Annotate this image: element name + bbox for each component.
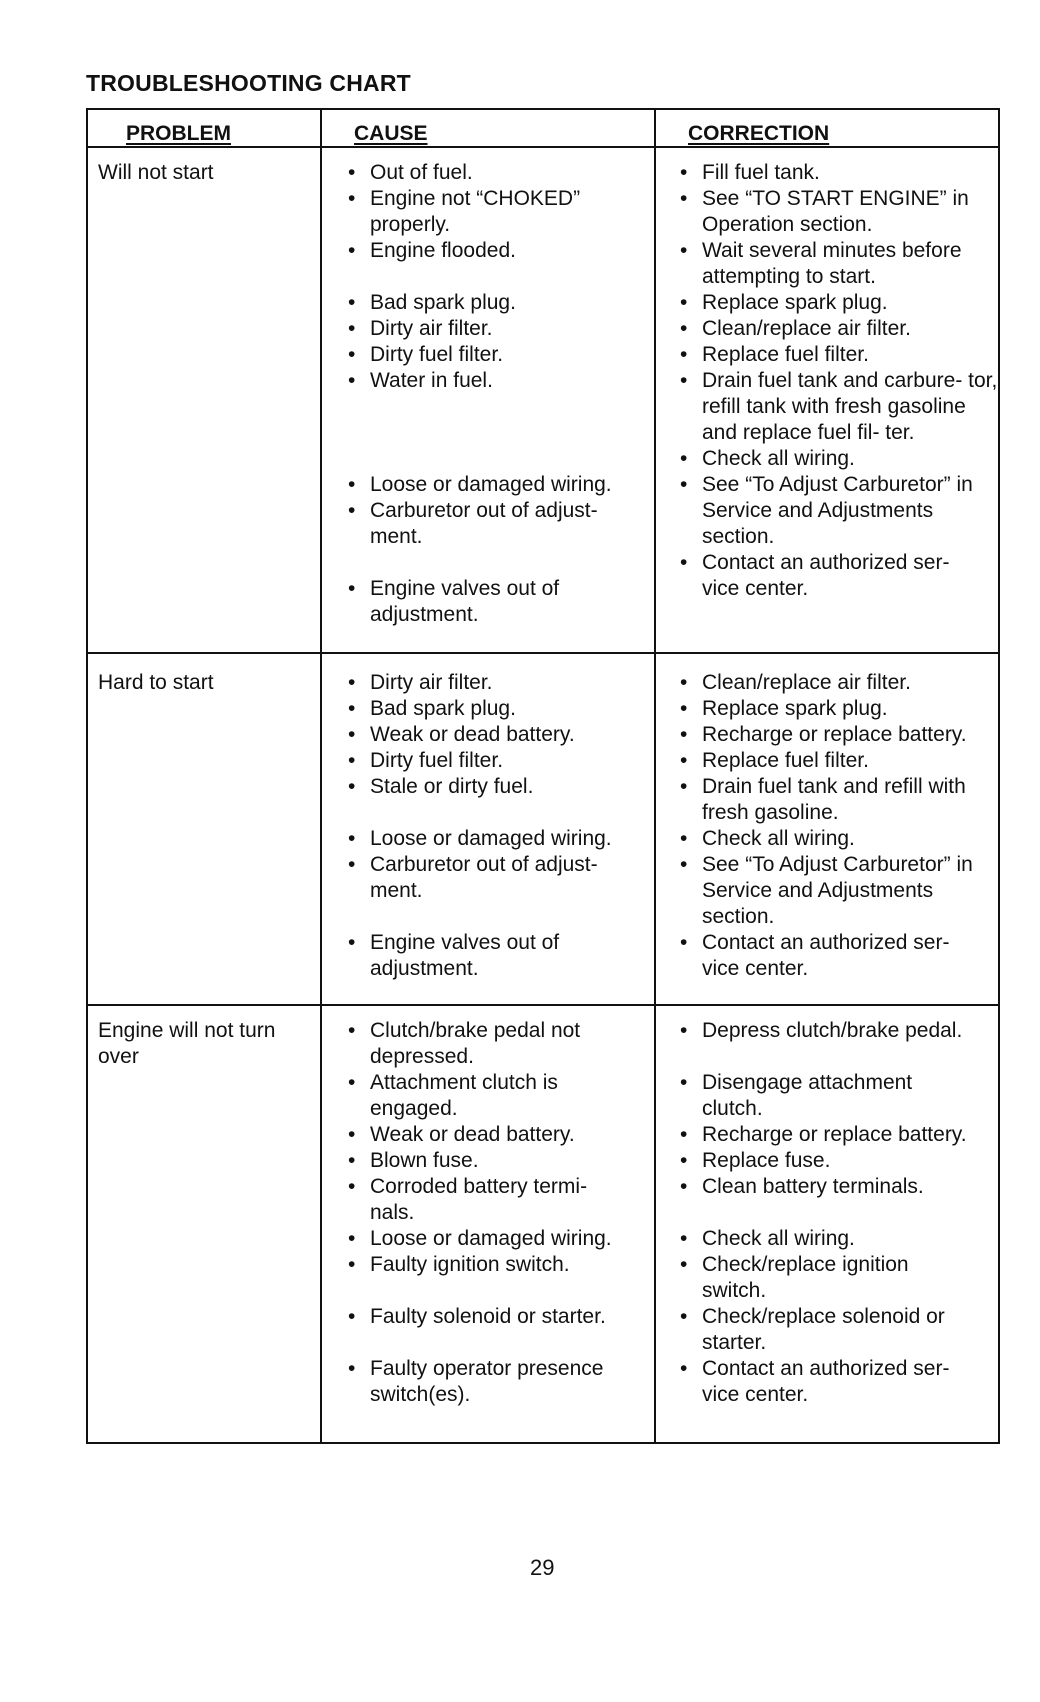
correction-item: • Clean battery terminals.: [668, 1174, 994, 1200]
problem-label: Engine will not turn over: [98, 1019, 276, 1068]
cause-item: • Carburetor out of adjust- ment.: [336, 852, 610, 904]
section-divider: [88, 1004, 998, 1006]
correction-item: • Check all wiring.: [668, 826, 994, 852]
cause-item: • Stale or dirty fuel.: [336, 774, 642, 800]
correction-item: • Replace spark plug.: [668, 696, 994, 722]
correction-item: • Contact an authorized ser- vice center.: [668, 550, 992, 602]
correction-item: • Recharge or replace battery.: [668, 1122, 994, 1148]
cause-item: • Engine not “CHOKED” properly.: [336, 186, 600, 238]
page-number: 29: [530, 1555, 555, 1580]
cause-item: • Clutch/brake pedal not depressed.: [336, 1018, 630, 1070]
cause-item: • Dirty air filter.: [336, 670, 642, 696]
section-divider: [88, 652, 998, 654]
correction-item: • See “To Adjust Carburetor” in Service and Adjustments section.: [668, 852, 1002, 930]
column-divider: [654, 110, 656, 1442]
header-divider: [88, 146, 998, 148]
header-correction: CORRECTION: [688, 122, 830, 145]
correction-item: • See “TO START ENGINE” in Operation section.: [668, 186, 994, 238]
correction-item: • See “To Adjust Carburetor” in Service and Adjustments section.: [668, 472, 1002, 550]
cause-item: • Out of fuel.: [336, 160, 642, 186]
correction-item: • Disengage attachment clutch.: [668, 1070, 962, 1122]
correction-item: • Drain fuel tank and carbure- tor, refill tank with fresh gasoline and replace fuel fil- ter.: [668, 368, 1002, 446]
correction-list: [668, 160, 998, 602]
chart-title: TROUBLESHOOTING CHART: [86, 70, 411, 96]
cause-item: • Engine valves out of adjustment.: [336, 930, 600, 982]
cause-list: [336, 160, 642, 628]
problem-label: Hard to start: [98, 671, 214, 694]
cause-item: • Faulty operator presence switch(es).: [336, 1356, 640, 1408]
correction-item: • Depress clutch/brake pedal.: [668, 1018, 994, 1044]
problem-label: Will not start: [98, 161, 214, 184]
cause-item: • Carburetor out of adjust- ment.: [336, 498, 610, 550]
cause-item: • Loose or damaged wiring.: [336, 826, 642, 852]
cause-item: • Weak or dead battery.: [336, 722, 642, 748]
correction-item: • Check/replace ignition switch.: [668, 1252, 962, 1304]
correction-item: • Check all wiring.: [668, 1226, 994, 1252]
correction-item: • Clean/replace air filter.: [668, 670, 994, 696]
correction-item: • Contact an authorized ser- vice center.: [668, 930, 992, 982]
correction-item: • Replace spark plug.: [668, 290, 994, 316]
cause-item: • Blown fuse.: [336, 1148, 642, 1174]
cause-item: • Corroded battery termi- nals.: [336, 1174, 630, 1226]
correction-item: • Wait several minutes before attempting to start.: [668, 238, 992, 290]
correction-list: [668, 670, 994, 982]
header-cause: CAUSE: [354, 122, 428, 145]
correction-item: • Replace fuel filter.: [668, 748, 994, 774]
correction-item: • Fill fuel tank.: [668, 160, 994, 186]
column-divider: [320, 110, 322, 1442]
cause-item: • Loose or damaged wiring.: [336, 472, 642, 498]
correction-list: [668, 1018, 994, 1408]
cause-list: [336, 670, 642, 982]
header-problem: PROBLEM: [126, 122, 231, 145]
correction-item: • Replace fuel filter.: [668, 342, 994, 368]
troubleshooting-table: [86, 108, 1000, 1444]
cause-item: • Dirty fuel filter.: [336, 342, 642, 368]
cause-item: • Faulty ignition switch.: [336, 1252, 642, 1278]
correction-item: • Contact an authorized ser- vice center.: [668, 1356, 992, 1408]
correction-item: • Check/replace solenoid or starter.: [668, 1304, 992, 1356]
correction-item: • Recharge or replace battery.: [668, 722, 994, 748]
cause-item: • Loose or damaged wiring.: [336, 1226, 642, 1252]
cause-list: [336, 1018, 642, 1408]
correction-item: • Replace fuse.: [668, 1148, 994, 1174]
cause-item: • Engine valves out of adjustment.: [336, 576, 600, 628]
cause-item: • Faulty solenoid or starter.: [336, 1304, 642, 1330]
cause-item: • Bad spark plug.: [336, 290, 642, 316]
cause-item: • Weak or dead battery.: [336, 1122, 642, 1148]
correction-item: • Clean/replace air filter.: [668, 316, 994, 342]
correction-item: • Drain fuel tank and refill with fresh gasoline.: [668, 774, 1012, 826]
correction-item: • Check all wiring.: [668, 446, 994, 472]
cause-item: • Engine flooded.: [336, 238, 642, 264]
cause-item: • Dirty air filter.: [336, 316, 642, 342]
cause-item: • Dirty fuel filter.: [336, 748, 642, 774]
cause-item: • Bad spark plug.: [336, 696, 642, 722]
cause-item: • Water in fuel.: [336, 368, 642, 394]
cause-item: • Attachment clutch is engaged.: [336, 1070, 610, 1122]
